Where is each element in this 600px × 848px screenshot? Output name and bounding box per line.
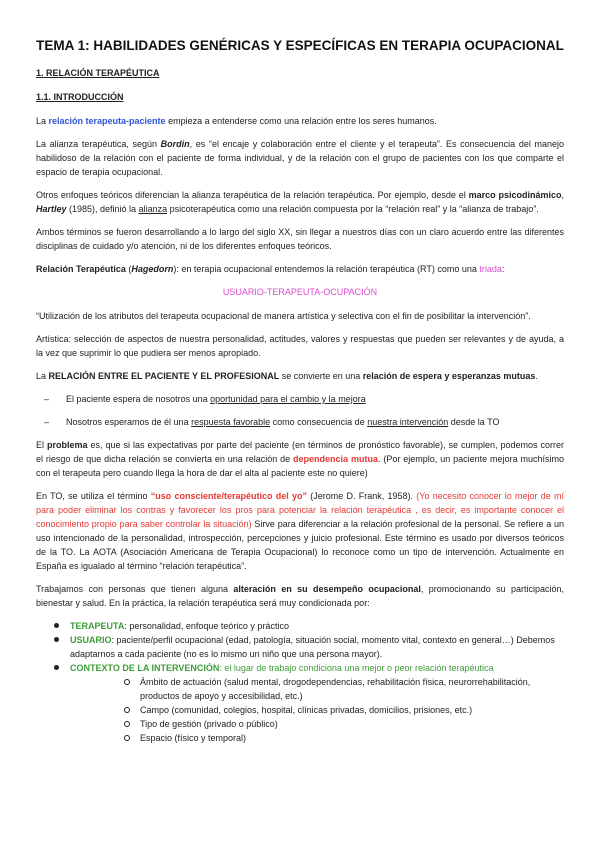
paragraph-8: La RELACIÓN ENTRE EL PACIENTE Y EL PROFESIONAL se convierte en una relación de espera y esperanzas mutuas. — [36, 371, 538, 381]
dash-item: – Nosotros esperamos de él una respuesta favorable como consecuencia de nuestra intervención desde la TO — [36, 415, 564, 429]
paragraph-2: La alianza terapéutica, según Bordin, es “el encaje y colaboración entre el cliente y el terapeuta”. Es consecuencia del manejo habilidoso de la relación con el paciente de forma individual, y de la relación con el grupo de pacientes con los que comparte el espacio de terapia ocupacional. — [36, 139, 564, 177]
context-sublist — [70, 675, 564, 745]
dash-marker: – — [44, 394, 50, 404]
document-page — [36, 38, 564, 745]
circle-bullet-icon — [124, 679, 130, 685]
list-item: CONTEXTO DE LA INTERVENCIÓN: el lugar de trabajo condiciona una mejor o peor relación terapéutica Ámbito de actuación (salud mental, drogodependencias, rehabilitación física, neurorrehabilitación, productos de apoyo y accesibilidad, etc.) Campo (comunidad, colegios, hospital, clínicas privadas, domicilios, prisiones, etc.) Tipo de gestión (privado o público) Espacio (físico y temporal) — [36, 661, 564, 745]
paragraph-10: En TO, se utiliza el término “uso consciente/terapéutico del yo” (Jerome D. Frank, 1958). (Yo necesito conocer lo mejor de mí para poder eliminar los contras y favorecer los pros para potenciar la relación terapéutica , es decir, es importante conocer el conocimiento propio para saber controlar la situación) Sirve para diferenciar a la relación profesional de la personal. Se refiere a un uso intencionado de la personalidad, introspección, percepciones y juicio profesional. Este término es usado por diversos teóricos de la TO. La AOTA (Asociación Americana de Terapia Ocupacional) lo reconoce como un tipo de intervención. Actualmente en España es igualado al término “relación terapéutica”. — [36, 491, 564, 571]
paragraph-3: Otros enfoques teóricos diferencian la alianza terapéutica de la relación terapéutica. Por ejemplo, desde el marco psicodinámico, Hartley (1985), definió la alianza psicoterapéutica como una relación compuesta por la “relación real” y la “alianza de trabajo”. — [36, 190, 564, 214]
sublist-item: Espacio (físico y temporal) — [70, 731, 564, 745]
list-item: TERAPEUTA: personalidad, enfoque teórico y práctico — [36, 619, 564, 633]
dash-item: – El paciente espera de nosotros una oportunidad para el cambio y la mejora — [36, 392, 564, 406]
sublist-item: Ámbito de actuación (salud mental, drogodependencias, rehabilitación física, neurorrehabilitación, productos de apoyo y accesibilidad, etc.) — [70, 675, 564, 703]
paragraph-6: “Utilización de los atributos del terapeuta ocupacional de manera artística y selectiva con el fin de posibilitar la intervención”. — [36, 311, 531, 321]
paragraph-7: Artística: selección de aspectos de nuestra personalidad, actitudes, valores y respuestas que pueden ser relevantes y de ayuda, a la vez que suprimir lo que pudiera ser menos apropiado. — [36, 334, 564, 358]
sublist-item: Campo (comunidad, colegios, hospital, clínicas privadas, domicilios, prisiones, etc.) — [70, 703, 564, 717]
list-item: USUARIO: paciente/perfil ocupacional (edad, patología, situación social, momento vital, contexto en general…) Debemos adaptarnos a cada paciente (no es lo mismo un niño que una persona mayor). — [36, 633, 564, 661]
paragraph-5: Relación Terapéutica (Hagedorn): en terapia ocupacional entendemos la relación terapéutica (RT) como una triada: — [36, 264, 505, 274]
triad-label: USUARIO-TERAPEUTA-OCUPACIÓN — [222, 287, 378, 297]
bullet-icon — [54, 623, 59, 628]
subsection-heading: 1.1. INTRODUCCIÓN — [36, 92, 124, 102]
bullet-icon — [54, 637, 59, 642]
paragraph-1: La relación terapeuta-paciente empieza a entenderse como una relación entre los seres humanos. — [36, 116, 437, 126]
page-title: TEMA 1: HABILIDADES GENÉRICAS Y ESPECÍFICAS EN TERAPIA OCUPACIONAL — [36, 38, 564, 53]
sublist-item: Tipo de gestión (privado o público) — [70, 717, 564, 731]
circle-bullet-icon — [124, 721, 130, 727]
paragraph-9: El problema es, que si las expectativas por parte del paciente (en términos de pronóstico favorable), se cumplen, podemos correr el riesgo de que dicha relación se convierta en una relación de dependencia mutua. (Por ejemplo, un paciente mejora muchísimo con el terapeuta pero cuando llega la hora de dar el alta al paciente este no quiere) — [36, 440, 564, 478]
dash-marker: – — [44, 417, 50, 427]
paragraph-4: Ambos términos se fueron desarrollando a lo largo del siglo XX, sin llegar a nuestros días con un claro acuerdo entre las diferentes disciplinas de cuidado y/o atención, ni de los diferentes enfoques teóricos. — [36, 227, 564, 251]
paragraph-11: Trabajamos con personas que tienen alguna alteración en su desempeño ocupacional, promocionando su participación, bienestar y salud. En la práctica, la relación terapéutica será muy condicionada por: — [36, 584, 564, 608]
bullet-icon — [54, 665, 59, 670]
conditions-list — [36, 619, 564, 745]
circle-bullet-icon — [124, 735, 130, 741]
circle-bullet-icon — [124, 707, 130, 713]
section-heading: 1. RELACIÓN TERAPÉUTICA — [36, 68, 160, 78]
